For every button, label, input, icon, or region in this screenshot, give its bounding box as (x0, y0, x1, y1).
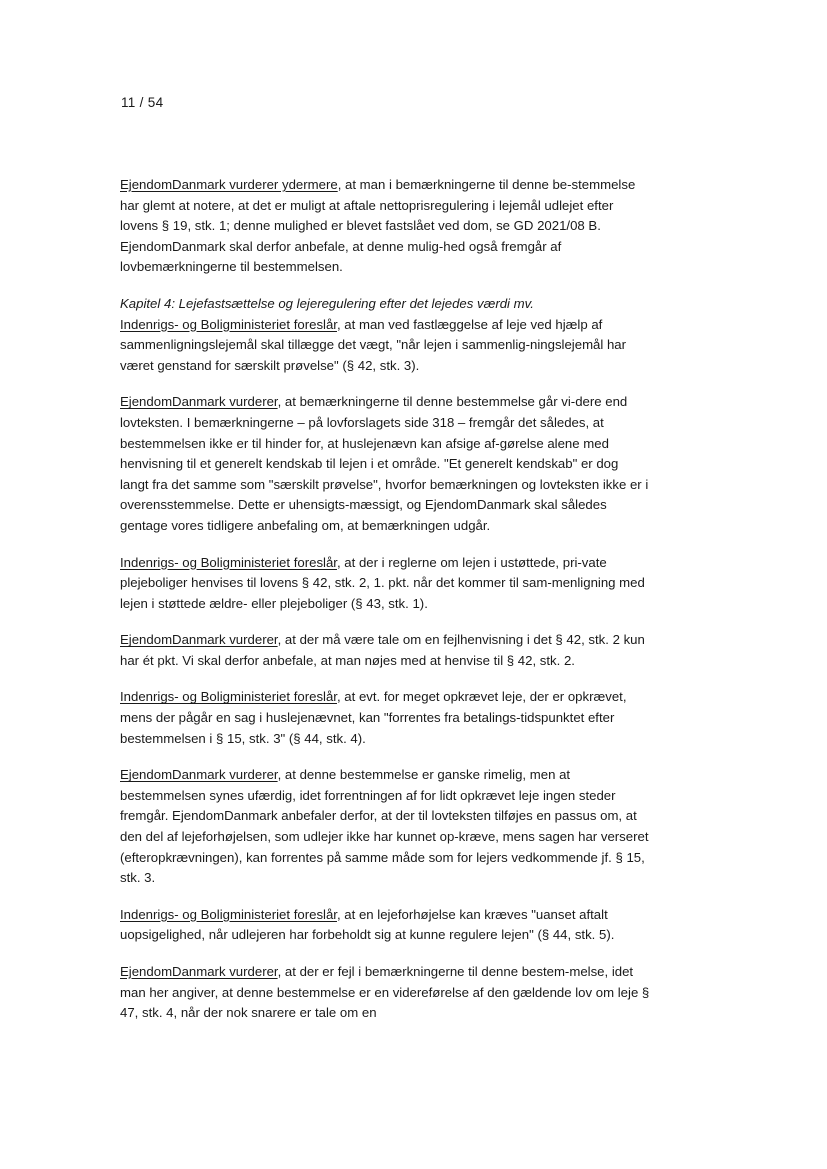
page-number: 11 / 54 (121, 95, 164, 110)
paragraph-lead: Indenrigs- og Boligministeriet foreslår (120, 316, 337, 332)
paragraph (120, 765, 650, 889)
chapter-heading: Kapitel 4: Lejefastsættelse og lejeregulering efter det lejedes værdi mv. (120, 295, 534, 311)
paragraph-text: , at evt. for meget opkrævet leje, der er opkrævet, mens der pågår en sag i huslejenævnet, kan "forrentes fra betalings-tidspunktet efter bestemmelsen i § 15, stk. 3" (§ 44, stk. 4). (120, 689, 627, 746)
paragraph-lead: EjendomDanmark vurderer (120, 767, 278, 783)
paragraph (120, 294, 650, 376)
paragraph (120, 905, 650, 946)
paragraph (120, 553, 650, 615)
paragraph-text: , at man i bemærkningerne til denne be-stemmelse har glemt at notere, at det er muligt at aftale nettoprisregulering i lejemål udlejet efter lovens § 19, stk. 1; denne mulighed er blevet fastslået ved dom, se GD 2021/08 B. EjendomDanmark skal derfor anbefale, at denne mulig-hed også fremgår af lovbemærkningerne til bestemmelsen. (120, 177, 636, 275)
paragraph (120, 630, 650, 671)
paragraph-text: , at der er fejl i bemærkningerne til denne bestem-melse, idet man her angiver, at denne bestemmelse er en videreførelse af den gældende lov om leje § 47, stk. 4, når der nok snarere er tale om en (120, 964, 650, 1021)
paragraph-text: , at denne bestemmelse er ganske rimelig, men at bestemmelsen synes ufærdig, idet forrentningen af for lidt opkrævet leje ingen steder fremgår. EjendomDanmark anbefaler derfor, at der til lovteksten tilføjes en passus om, at den del af lejeforhøjelsen, som udlejer ikke har kunnet op-kræve, mens sagen har verseret (efteropkrævningen), kan forrentes på samme måde som for lejers vedkommende jf. § 15, stk. 3. (120, 767, 649, 886)
paragraph-lead: EjendomDanmark vurderer ydermere (120, 177, 338, 192)
paragraph (120, 962, 650, 1024)
paragraph-lead: EjendomDanmark vurderer (120, 632, 278, 648)
paragraph (120, 392, 650, 536)
paragraph-text: , at der i reglerne om lejen i ustøttede, pri-vate plejeboliger henvises til lovens § 42, stk. 2, 1. pkt. når det kommer til sam-menligning med lejen i støttede ældre- eller plejeboliger (§ 43, stk. 1). (120, 554, 645, 611)
paragraph-lead: EjendomDanmark vurderer (120, 964, 278, 979)
paragraph-text: , at en lejeforhøjelse kan kræves "uanset aftalt uopsigelighed, når udlejeren har forbeholdt sig at kunne regulere lejen" (§ 44, stk. 5). (120, 906, 615, 943)
paragraph-lead: Indenrigs- og Boligministeriet foreslår (120, 689, 337, 705)
paragraph-lead: Indenrigs- og Boligministeriet foreslår (120, 554, 337, 570)
paragraph-lead: EjendomDanmark vurderer (120, 394, 278, 410)
paragraph (120, 175, 650, 278)
paragraph (120, 687, 650, 749)
paragraph-text: , at bemærkningerne til denne bestemmelse går vi-dere end lovteksten. I bemærkningerne – på lovforslagets side 318 – fremgår det således, at bestemmelsen ikke er til hinder for, at huslejenævn kan afsige af-gørelse alene med henvisning til et generelt kendskab til lejen i et område. "Et generelt kendskab" er dog langt fra det samme som "særskilt prøvelse", hvorfor bemærkningen og lovteksten ikke er i overensstemmelse. Dette er uhensigts-mæssigt, og EjendomDanmark skal således gentage vores tidligere anbefaling om, at bemærkningen udgår. (120, 394, 649, 533)
document-body (120, 175, 650, 1040)
paragraph-text: , at der må være tale om en fejlhenvisning i det § 42, stk. 2 kun har ét pkt. Vi skal derfor anbefale, at man nøjes med at henvise til § 42, stk. 2. (120, 632, 645, 668)
paragraph-text: , at man ved fastlæggelse af leje ved hjælp af sammenligningslejemål skal tillægge det vægt, "når lejen i sammenlig-ningslejemål har været genstand for særskilt prøvelse" (§ 42, stk. 3). (120, 316, 627, 373)
paragraph-lead: Indenrigs- og Boligministeriet foreslår (120, 906, 337, 922)
